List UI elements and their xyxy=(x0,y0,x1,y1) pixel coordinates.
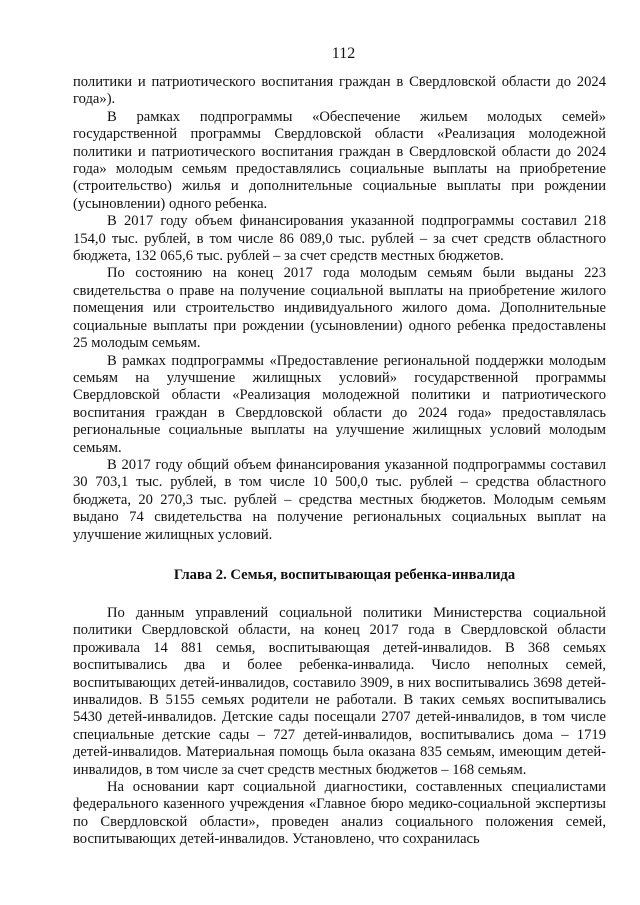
paragraph: В рамках подпрограммы «Предоставление региональной поддержки молодым семьям на улучшение жилищных условий» государственной программы Свердловской области «Реализация молодежной политики и патриотического воспитания граждан в Свердловской области до 2024 года» предоставлялась региональные социальные выплаты на улучшение жилищных условий молодым семьям. xyxy=(73,352,606,456)
paragraph: По состоянию на конец 2017 года молодым семьям были выданы 223 свидетельства о праве на получение социальной выплаты на приобретение жилого помещения или строительство индивидуального жилого дома. Дополнительные социальные выплаты при рождении (усыновлении) одного ребенка предоставлены 25 молодым семьям. xyxy=(73,265,606,352)
page-number: 112 xyxy=(331,45,356,62)
section-before-heading xyxy=(73,74,606,544)
paragraph: По данным управлений социальной политики Министерства социальной политики Свердловской области, на конец 2017 года в Свердловской области проживала 14 881 семья, воспитывающая детей-инвалидов. В 368 семьях воспитывались два и более ребенка-инвалида. Число неполных семей, воспитывающих детей-инвалидов, составило 3909, в них воспитывались 3698 детей-инвалидов. В 5155 семьях родители не работали. В таких семьях воспитывались 5430 детей-инвалидов. Детские сады посещали 2707 детей-инвалидов, в том числе специальные детские сады – 727 детей-инвалидов, воспитывались дома – 1719 детей-инвалидов. Материальная помощь была оказана 835 семьям, имеющим детей-инвалидов, в том числе за счет средств местных бюджетов – 168 семьям. xyxy=(73,604,606,778)
paragraph: политики и патриотического воспитания граждан в Свердловской области до 2024 года»). xyxy=(73,74,606,108)
paragraph: В 2017 году общий объем финансирования указанной подпрограммы составил 30 703,1 тыс. рублей, в том числе 10 500,0 тыс. рублей – средства областного бюджета, 20 270,3 тыс. рублей – средства местных бюджетов. Молодым семьям выдано 74 свидетельства на получение региональных социальных выплат на улучшение жилищных условий. xyxy=(73,456,606,543)
paragraph: В 2017 году объем финансирования указанной подпрограммы составил 218 154,0 тыс. рублей, в том числе 86 089,0 тыс. рублей – за счет средств областного бюджета, 132 065,6 тыс. рублей – за счет средств местных бюджетов. xyxy=(73,213,606,265)
paragraph: В рамках подпрограммы «Обеспечение жильем молодых семей» государственной программы Свердловской области «Реализация молодежной политики и патриотического воспитания граждан в Свердловской области до 2024 года» молодым семьям предоставлялись социальные выплаты на приобретение (строительство) жилья и дополнительные социальные выплаты при рождении (усыновлении) одного ребенка. xyxy=(73,108,606,212)
paragraph: На основании карт социальной диагностики, составленных специалистами федерального казенного учреждения «Главное бюро медико-социальной экспертизы по Свердловской области», проведен анализ социального положения семей, воспитывающих детей-инвалидов. Установлено, что сохранилась xyxy=(73,779,606,848)
chapter-heading: Глава 2. Семья, воспитывающая ребенка-инвалида xyxy=(173,566,516,583)
section-after-heading xyxy=(73,605,606,849)
